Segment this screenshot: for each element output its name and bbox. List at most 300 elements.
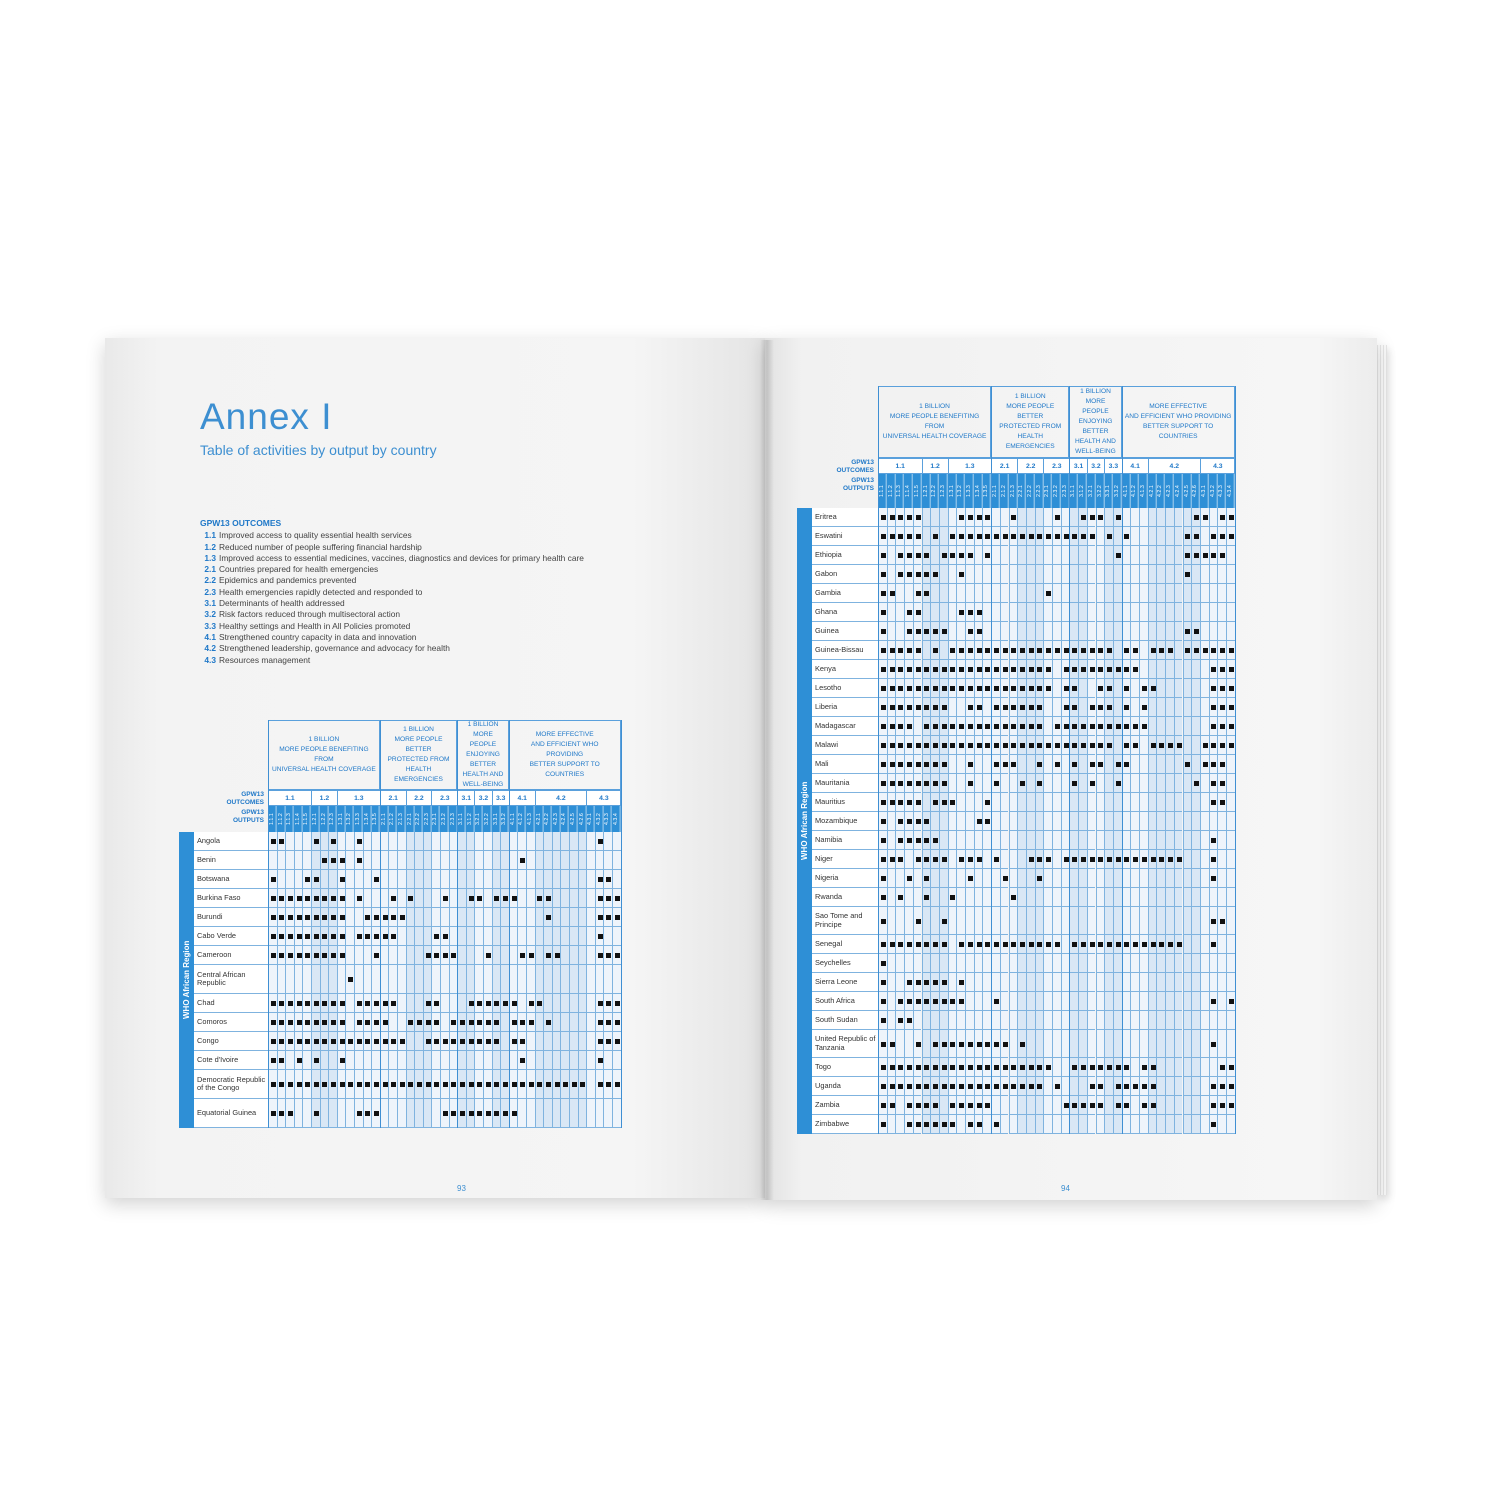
output-code-cell: 4.1.1: [509, 806, 518, 832]
activity-mark: [297, 915, 302, 920]
matrix-cell: [371, 832, 380, 851]
matrix-cell: [878, 888, 887, 907]
matrix-cell: [535, 1032, 544, 1051]
matrix-cell: [1139, 698, 1148, 717]
outcome-text: Improved access to quality essential health services: [219, 530, 412, 541]
matrix-cell: [1009, 660, 1018, 679]
activity-mark: [1220, 705, 1225, 710]
activity-mark: [1211, 800, 1216, 805]
output-code-cell: 3.1.1: [1069, 474, 1078, 508]
matrix-cell: [974, 698, 983, 717]
matrix-cell: [311, 870, 320, 889]
matrix-cell: [1209, 717, 1218, 736]
matrix-cell: [1209, 641, 1218, 660]
matrix-cell: [526, 1051, 535, 1070]
activity-mark: [924, 876, 929, 881]
matrix-cell: [440, 1099, 449, 1128]
activity-mark: [271, 953, 276, 958]
activity-mark: [314, 839, 319, 844]
matrix-cell: [380, 870, 389, 889]
matrix-cell: [1113, 527, 1122, 546]
group-divider: [509, 720, 510, 1128]
activity-mark: [1098, 686, 1103, 691]
activity-mark: [1020, 1065, 1025, 1070]
activity-mark: [331, 839, 336, 844]
activity-mark: [1211, 838, 1216, 843]
activity-mark: [1107, 743, 1112, 748]
matrix-cell: [423, 1099, 432, 1128]
activity-mark: [1081, 515, 1086, 520]
matrix-cell: [1017, 508, 1026, 527]
activity-mark: [400, 1082, 405, 1087]
matrix-cell: [1009, 584, 1018, 603]
activity-mark: [933, 857, 938, 862]
matrix-cell: [904, 793, 913, 812]
output-code-cell: 2.1.2: [388, 806, 397, 832]
outcome-number: 4.3: [204, 654, 216, 665]
activity-mark: [1055, 724, 1060, 729]
matrix-cell: [380, 994, 389, 1013]
matrix-cell: [1061, 992, 1070, 1011]
matrix-cell: [1191, 508, 1200, 527]
activity-mark: [968, 857, 973, 862]
activity-mark: [959, 515, 964, 520]
activity-mark: [486, 1111, 491, 1116]
matrix-cell: [1165, 736, 1174, 755]
matrix-cell: [956, 869, 965, 888]
output-code-cell: 4.1.2: [1130, 474, 1139, 508]
matrix-cell: [904, 888, 913, 907]
matrix-cell: [1183, 992, 1192, 1011]
matrix-cell: [457, 1051, 466, 1070]
matrix-cell: [922, 736, 931, 755]
outcome-text: Strengthened leadership, governance and advocacy for health: [219, 643, 450, 654]
activity-mark: [357, 896, 362, 901]
matrix-cell: [1122, 584, 1131, 603]
matrix-cell: [887, 954, 896, 973]
activity-mark: [460, 1020, 465, 1025]
activity-mark: [1124, 534, 1129, 539]
matrix-cell: [1183, 831, 1192, 850]
matrix-cell: [1087, 774, 1096, 793]
activity-mark: [942, 553, 947, 558]
matrix-cell: [1200, 831, 1209, 850]
outcome-number: 4.1: [204, 631, 216, 642]
matrix-cell: [311, 832, 320, 851]
matrix-cell: [913, 565, 922, 584]
matrix-cell: [913, 698, 922, 717]
matrix-cell: [1009, 831, 1018, 850]
activity-mark: [898, 1065, 903, 1070]
matrix-cell: [285, 994, 294, 1013]
matrix-cell: [612, 870, 621, 889]
activity-mark: [1229, 705, 1234, 710]
matrix-cell: [1000, 850, 1009, 869]
matrix-cell: [440, 889, 449, 908]
matrix-cell: [913, 831, 922, 850]
matrix-cell: [388, 1013, 397, 1032]
matrix-cell: [1000, 603, 1009, 622]
activity-mark: [297, 953, 302, 958]
activity-mark: [374, 877, 379, 882]
activity-mark: [890, 534, 895, 539]
outcome-number: 1.2: [204, 541, 216, 552]
matrix-cell: [1061, 660, 1070, 679]
matrix-cell: [1078, 546, 1087, 565]
activity-mark: [959, 857, 964, 862]
activity-mark: [1220, 724, 1225, 729]
matrix-cell: [1052, 679, 1061, 698]
matrix-cell: [974, 508, 983, 527]
matrix-cell: [982, 717, 991, 736]
activity-mark: [942, 781, 947, 786]
matrix-cell: [974, 954, 983, 973]
activity-mark: [1003, 1042, 1008, 1047]
matrix-cell: [1209, 508, 1218, 527]
matrix-cell: [1139, 1096, 1148, 1115]
matrix-cell: [1148, 1096, 1157, 1115]
matrix-cell: [1165, 755, 1174, 774]
activity-mark: [555, 953, 560, 958]
activity-mark: [898, 781, 903, 786]
outcome-item: [200, 587, 584, 598]
matrix-cell: [1122, 679, 1131, 698]
matrix-cell: [1226, 954, 1235, 973]
matrix-cell: [586, 870, 595, 889]
activity-mark: [1020, 781, 1025, 786]
matrix-cell: [1043, 660, 1052, 679]
matrix-cell: [1217, 755, 1226, 774]
activity-mark: [985, 534, 990, 539]
activity-mark: [933, 1065, 938, 1070]
matrix-cell: [1104, 869, 1113, 888]
activity-mark: [1003, 1084, 1008, 1089]
activity-mark: [898, 705, 903, 710]
matrix-cell: [302, 832, 311, 851]
matrix-cell: [1087, 850, 1096, 869]
matrix-cell: [1069, 736, 1078, 755]
matrix-cell: [1183, 954, 1192, 973]
matrix-cell: [526, 965, 535, 994]
activity-mark: [916, 705, 921, 710]
activity-mark: [305, 1082, 310, 1087]
matrix-cell: [1000, 584, 1009, 603]
activity-mark: [881, 857, 886, 862]
matrix-cell: [586, 908, 595, 927]
matrix-cell: [1069, 565, 1078, 584]
activity-mark: [279, 1039, 284, 1044]
matrix-cell: [956, 831, 965, 850]
matrix-cell: [328, 851, 337, 870]
output-code-cell: 4.2.5: [1183, 474, 1192, 508]
matrix-cell: [414, 965, 423, 994]
activity-mark: [1064, 705, 1069, 710]
matrix-cell: [1217, 1058, 1226, 1077]
matrix-cell: [1174, 641, 1183, 660]
matrix-cell: [363, 1013, 372, 1032]
activity-mark: [1142, 942, 1147, 947]
matrix-cell: [1191, 1077, 1200, 1096]
activity-mark: [331, 934, 336, 939]
matrix-cell: [887, 546, 896, 565]
activity-mark: [477, 1039, 482, 1044]
activity-mark: [1116, 1065, 1121, 1070]
activity-mark: [977, 1084, 982, 1089]
matrix-cell: [1017, 992, 1026, 1011]
output-code-cell: 1.1.4: [904, 474, 913, 508]
matrix-cell: [895, 603, 904, 622]
activity-mark: [1151, 686, 1156, 691]
activity-mark: [391, 1082, 396, 1087]
matrix-cell: [1148, 565, 1157, 584]
matrix-cell: [1069, 527, 1078, 546]
matrix-cell: [1191, 935, 1200, 954]
matrix-cell: [406, 965, 415, 994]
activity-mark: [1072, 762, 1077, 767]
matrix-cell: [974, 992, 983, 1011]
matrix-cell: [887, 641, 896, 660]
matrix-cell: [965, 793, 974, 812]
activity-mark: [1029, 1084, 1034, 1089]
matrix-cell: [1165, 907, 1174, 935]
matrix-cell: [1000, 1058, 1009, 1077]
activity-mark: [898, 800, 903, 805]
matrix-cell: [397, 1051, 406, 1070]
matrix-cell: [1209, 1096, 1218, 1115]
matrix-cell: [457, 927, 466, 946]
matrix-cell: [939, 527, 948, 546]
output-code-cell: 1.3.3: [965, 474, 974, 508]
activity-mark: [297, 1058, 302, 1063]
matrix-cell: [1009, 736, 1018, 755]
matrix-cell: [948, 660, 957, 679]
activity-mark: [1133, 667, 1138, 672]
activity-mark: [1098, 667, 1103, 672]
activity-mark: [1090, 857, 1095, 862]
matrix-cell: [895, 641, 904, 660]
matrix-cell: [1217, 622, 1226, 641]
matrix-cell: [1113, 888, 1122, 907]
output-code-cell: 4.2.3: [1165, 474, 1174, 508]
matrix-cell: [965, 565, 974, 584]
matrix-cell: [285, 1070, 294, 1099]
activity-mark: [916, 857, 921, 862]
matrix-cell: [1122, 1115, 1131, 1134]
matrix-cell: [1069, 907, 1078, 935]
matrix-cell: [509, 1051, 518, 1070]
matrix-cell: [612, 851, 621, 870]
activity-mark: [1090, 667, 1095, 672]
matrix-cell: [1000, 1011, 1009, 1030]
matrix-cell: [1217, 546, 1226, 565]
matrix-cell: [1209, 954, 1218, 973]
output-code-cell: 1.2.3: [328, 806, 337, 832]
matrix-cell: [887, 660, 896, 679]
matrix-cell: [991, 1115, 1000, 1134]
matrix-cell: [1043, 1115, 1052, 1134]
matrix-cell: [1156, 565, 1165, 584]
activity-mark: [451, 1020, 456, 1025]
matrix-cell: [569, 1099, 578, 1128]
matrix-cell: [406, 1099, 415, 1128]
activity-mark: [469, 1082, 474, 1087]
matrix-cell: [277, 889, 286, 908]
activity-mark: [959, 686, 964, 691]
activity-mark: [615, 915, 620, 920]
matrix-cell: [1148, 888, 1157, 907]
matrix-cell: [1017, 935, 1026, 954]
matrix-cell: [1165, 679, 1174, 698]
matrix-cell: [363, 851, 372, 870]
matrix-cell: [595, 1051, 604, 1070]
activity-mark: [469, 896, 474, 901]
activity-mark: [520, 953, 525, 958]
matrix-cell: [311, 994, 320, 1013]
activity-mark: [977, 857, 982, 862]
matrix-cell: [1217, 698, 1226, 717]
matrix-cell: [500, 870, 509, 889]
matrix-cell: [1200, 935, 1209, 954]
matrix-cell: [982, 793, 991, 812]
activity-mark: [606, 953, 611, 958]
matrix-cell: [1000, 1077, 1009, 1096]
matrix-cell: [948, 888, 957, 907]
matrix-cell: [1104, 584, 1113, 603]
matrix-cell: [371, 1070, 380, 1099]
matrix-cell: [1148, 546, 1157, 565]
activity-mark: [916, 686, 921, 691]
matrix-cell: [991, 660, 1000, 679]
matrix-cell: [1122, 774, 1131, 793]
matrix-cell: [974, 907, 983, 935]
activity-mark: [340, 858, 345, 863]
matrix-cell: [939, 1096, 948, 1115]
matrix-cell: [603, 832, 612, 851]
matrix-cell: [1096, 1058, 1105, 1077]
activity-mark: [1159, 648, 1164, 653]
matrix-cell: [1226, 584, 1235, 603]
activity-mark: [898, 534, 903, 539]
matrix-cell: [569, 908, 578, 927]
matrix-cell: [543, 994, 552, 1013]
output-code-cell: 4.3.2: [1209, 474, 1218, 508]
output-code-cell: 1.1.5: [302, 806, 311, 832]
matrix-cell: [1148, 755, 1157, 774]
outcome-header-cell: 2.1: [380, 790, 406, 806]
activity-mark: [1020, 724, 1025, 729]
matrix-cell: [277, 851, 286, 870]
matrix-cell: [1156, 736, 1165, 755]
activity-mark: [1168, 743, 1173, 748]
matrix-cell: [1200, 660, 1209, 679]
matrix-cell: [1156, 546, 1165, 565]
activity-mark: [279, 1020, 284, 1025]
matrix-cell: [1009, 603, 1018, 622]
activity-mark: [1116, 857, 1121, 862]
activity-mark: [1107, 724, 1112, 729]
activity-mark: [271, 1111, 276, 1116]
activity-mark: [1072, 705, 1077, 710]
matrix-cell: [500, 1099, 509, 1128]
matrix-cell: [1165, 888, 1174, 907]
matrix-cell: [543, 832, 552, 851]
matrix-cell: [913, 641, 922, 660]
matrix-cell: [887, 774, 896, 793]
matrix-cell: [1226, 888, 1235, 907]
group-divider: [991, 386, 992, 1134]
matrix-cell: [1226, 698, 1235, 717]
matrix-cell: [285, 1099, 294, 1128]
activity-mark: [924, 743, 929, 748]
matrix-cell: [1009, 546, 1018, 565]
activity-mark: [529, 1001, 534, 1006]
country-name: Mali: [812, 755, 878, 774]
activity-mark: [1116, 1103, 1121, 1108]
activity-mark: [1124, 648, 1129, 653]
matrix-cell: [397, 1099, 406, 1128]
matrix-cell: [895, 755, 904, 774]
outputs-row-label: GPW13 OUTPUTS: [842, 477, 874, 492]
matrix-cell: [302, 908, 311, 927]
activity-mark: [959, 1042, 964, 1047]
matrix-cell: [509, 927, 518, 946]
matrix-cell: [1035, 888, 1044, 907]
matrix-cell: [878, 869, 887, 888]
matrix-cell: [878, 1115, 887, 1134]
matrix-cell: [1130, 698, 1139, 717]
matrix-cell: [578, 870, 587, 889]
billion-group-label: MORE EFFECTIVE AND EFFICIENT WHO PROVIDING BETTER SUPPORT TO COUNTRIES: [1124, 403, 1232, 440]
matrix-cell: [1026, 935, 1035, 954]
matrix-cell: [586, 889, 595, 908]
activity-mark: [881, 572, 886, 577]
matrix-cell: [1139, 641, 1148, 660]
activity-mark: [1211, 648, 1216, 653]
activity-mark: [340, 896, 345, 901]
matrix-cell: [939, 935, 948, 954]
matrix-cell: [878, 641, 887, 660]
matrix-cell: [1174, 992, 1183, 1011]
activity-mark: [322, 1039, 327, 1044]
activity-mark: [881, 1103, 886, 1108]
matrix-cell: [913, 1011, 922, 1030]
matrix-cell: [1217, 717, 1226, 736]
matrix-cell: [956, 660, 965, 679]
activity-mark: [1203, 743, 1208, 748]
matrix-cell: [991, 698, 1000, 717]
activity-mark: [1116, 667, 1121, 672]
activity-mark: [1072, 648, 1077, 653]
matrix-cell: [423, 889, 432, 908]
matrix-cell: [895, 546, 904, 565]
matrix-cell: [878, 850, 887, 869]
matrix-cell: [1017, 774, 1026, 793]
matrix-cell: [1017, 869, 1026, 888]
matrix-cell: [414, 851, 423, 870]
matrix-cell: [904, 603, 913, 622]
matrix-cell: [1200, 565, 1209, 584]
matrix-cell: [1148, 774, 1157, 793]
matrix-cell: [1191, 584, 1200, 603]
matrix-cell: [878, 508, 887, 527]
matrix-cell: [449, 1013, 458, 1032]
matrix-cell: [1165, 935, 1174, 954]
matrix-cell: [535, 908, 544, 927]
matrix-cell: [982, 565, 991, 584]
matrix-cell: [1226, 992, 1235, 1011]
matrix-cell: [397, 832, 406, 851]
activity-mark: [486, 1039, 491, 1044]
